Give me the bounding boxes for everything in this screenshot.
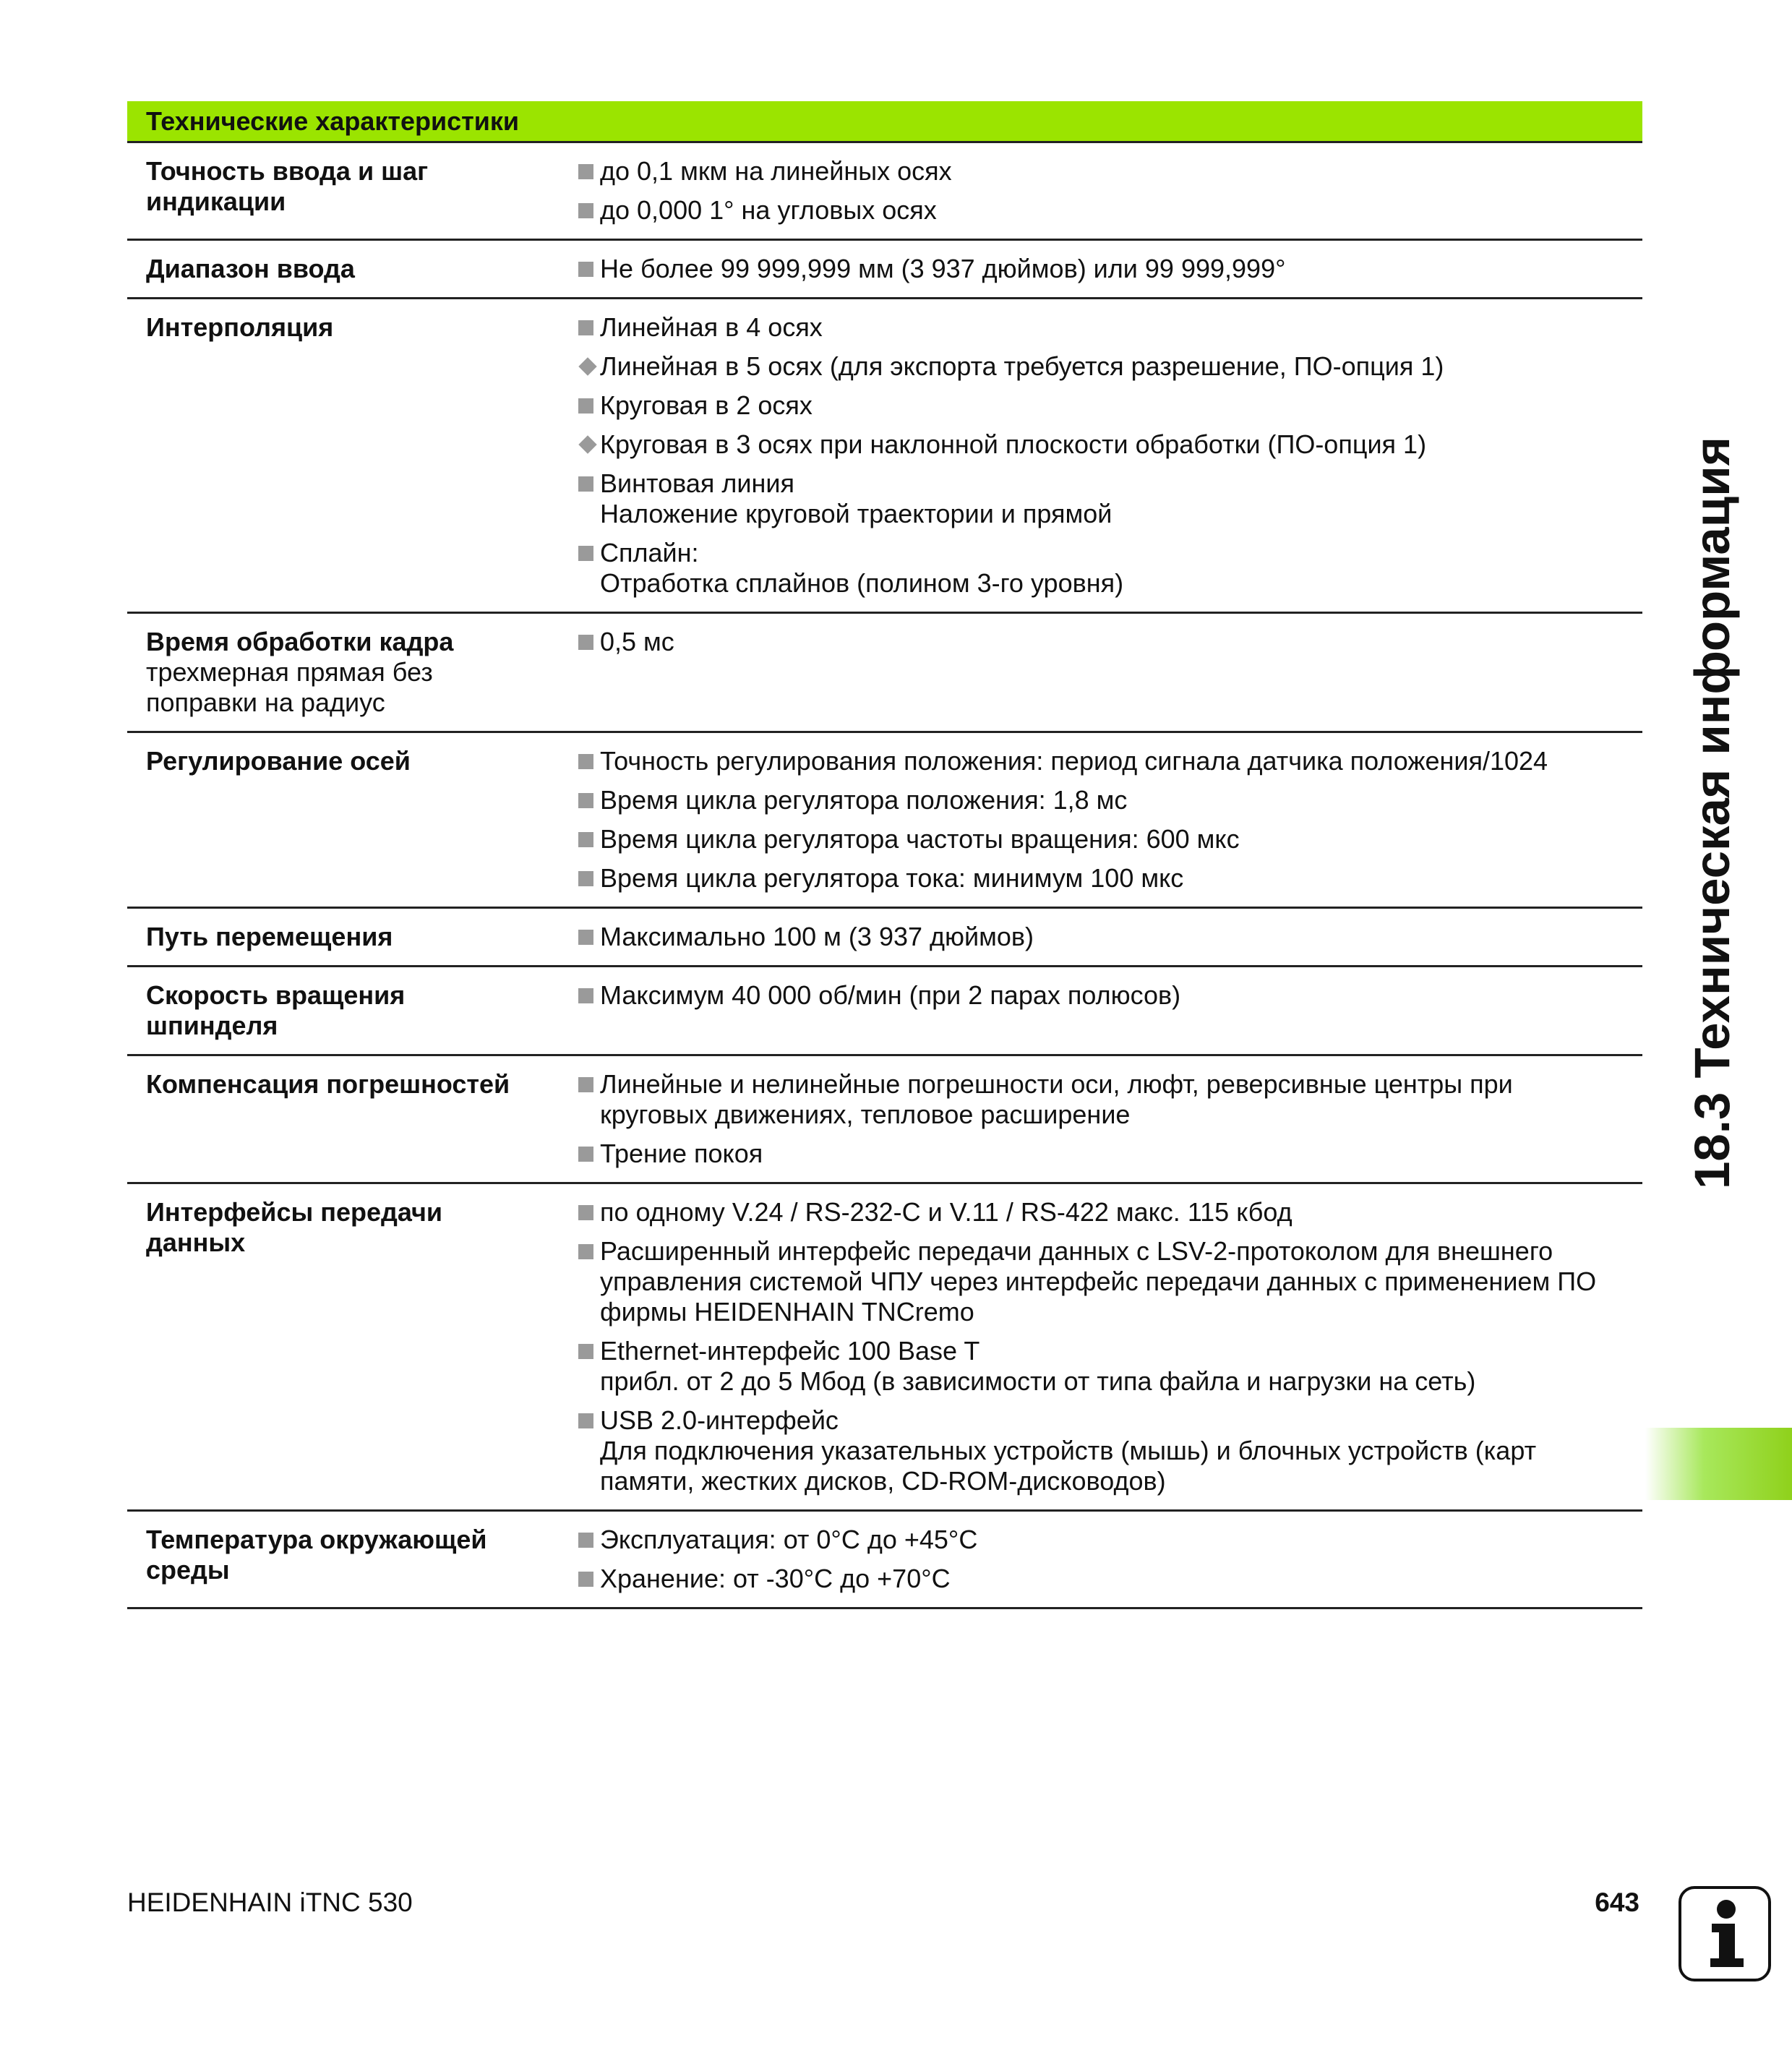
list-item: [577, 922, 1642, 952]
list-item: [577, 1197, 1642, 1227]
list-item: [577, 538, 1642, 599]
row-values: [577, 1525, 1642, 1594]
list-item-line: Для подключения указательных устройств (мышь) и блочных устройств (карт: [600, 1436, 1537, 1465]
list-item-text: [600, 863, 1642, 894]
square-bullet-icon: [577, 627, 600, 657]
list-item: [577, 824, 1642, 854]
list-item-line: памяти, жестких дисков, CD-ROM-дисководов): [600, 1466, 1166, 1496]
list-item-line: Ethernet-интерфейс 100 Base T: [600, 1336, 980, 1366]
list-item-text: [600, 1197, 1642, 1227]
square-bullet-icon: [577, 746, 600, 776]
row-label-line: данных: [146, 1227, 246, 1257]
row-values: [577, 156, 1642, 226]
row-values: [577, 312, 1642, 599]
list-item-text: [600, 1069, 1642, 1130]
list-item: [577, 1236, 1642, 1327]
list-item-line: Не более 99 999,999 мм (3 937 дюймов) или 99 999,999°: [600, 254, 1286, 283]
row-label: [127, 746, 577, 894]
list-item-line: управления системой ЧПУ через интерфейс передачи данных с применением ПО: [600, 1267, 1597, 1296]
list-item: [577, 1336, 1642, 1397]
square-bullet-icon: [577, 254, 600, 284]
table-body: [127, 143, 1642, 1609]
table-row: [127, 909, 1642, 967]
square-bullet-icon: [577, 312, 600, 343]
row-label: [127, 312, 577, 599]
table-header: Технические характеристики: [127, 101, 1642, 143]
list-item-line: Точность регулирования положения: период сигнала датчика положения/1024: [600, 746, 1548, 776]
list-item-text: [600, 351, 1642, 382]
page-number: 643: [1595, 1888, 1639, 1917]
list-item-text: [600, 429, 1642, 460]
row-label-line: Путь перемещения: [146, 922, 393, 951]
list-item: [577, 429, 1642, 460]
square-bullet-icon: [577, 980, 600, 1011]
row-label: [127, 627, 577, 718]
list-item-line: Максимум 40 000 об/мин (при 2 парах полюсов): [600, 980, 1181, 1010]
square-bullet-icon: [577, 922, 600, 952]
list-item: [577, 785, 1642, 815]
square-bullet-icon: [577, 824, 600, 854]
list-item: [577, 1069, 1642, 1130]
list-item-text: [600, 1336, 1642, 1397]
row-values: [577, 627, 1642, 718]
square-bullet-icon: [577, 1236, 600, 1327]
list-item: [577, 1525, 1642, 1555]
list-item: [577, 1139, 1642, 1169]
list-item: [577, 1405, 1642, 1496]
list-item: [577, 746, 1642, 776]
info-glyph: [1681, 1889, 1768, 1979]
list-item-line: Время цикла регулятора тока: минимум 100 мкс: [600, 863, 1184, 893]
square-bullet-icon: [577, 156, 600, 187]
row-values: [577, 254, 1642, 284]
spec-table: [127, 101, 1642, 1609]
list-item-line: прибл. от 2 до 5 Мбод (в зависимости от типа файла и нагрузки на сеть): [600, 1366, 1476, 1396]
row-label: [127, 980, 577, 1041]
list-item-line: Время цикла регулятора частоты вращения: 600 мкс: [600, 824, 1240, 854]
square-bullet-icon: [577, 1564, 600, 1594]
list-item-line: Сплайн:: [600, 538, 699, 567]
list-item-line: круговых движениях, тепловое расширение: [600, 1100, 1131, 1129]
list-item: [577, 195, 1642, 226]
list-item: [577, 156, 1642, 187]
list-item-text: [600, 390, 1642, 421]
table-row: [127, 299, 1642, 614]
row-label: [127, 156, 577, 226]
list-item-text: [600, 312, 1642, 343]
list-item-text: [600, 195, 1642, 226]
list-item: [577, 863, 1642, 894]
list-item-text: [600, 1525, 1642, 1555]
list-item-line: Отработка сплайнов (полином 3-го уровня): [600, 568, 1124, 598]
row-label-line: Температура окружающей: [146, 1525, 487, 1554]
row-label: [127, 1525, 577, 1594]
row-label-line: Диапазон ввода: [146, 254, 355, 283]
list-item: [577, 468, 1642, 529]
row-label-line: Компенсация погрешностей: [146, 1069, 510, 1099]
square-bullet-icon: [577, 1069, 600, 1130]
row-values: [577, 1069, 1642, 1169]
row-label: [127, 1069, 577, 1169]
square-bullet-icon: [577, 1139, 600, 1169]
list-item-text: [600, 156, 1642, 187]
list-item-text: [600, 922, 1642, 952]
list-item-line: Линейная в 5 осях (для экспорта требуется разрешение, ПО-опция 1): [600, 351, 1444, 381]
table-row: [127, 1184, 1642, 1512]
row-label-line: Время обработки кадра: [146, 627, 454, 656]
square-bullet-icon: [577, 390, 600, 421]
list-item-text: [600, 468, 1642, 529]
list-item-text: [600, 1564, 1642, 1594]
square-bullet-icon: [577, 1525, 600, 1555]
list-item-line: Эксплуатация: от 0°C до +45°C: [600, 1525, 978, 1554]
square-bullet-icon: [577, 538, 600, 599]
row-label-line: индикации: [146, 187, 286, 216]
list-item-line: 0,5 мс: [600, 627, 674, 656]
row-values: [577, 746, 1642, 894]
list-item-line: Линейные и нелинейные погрешности оси, люфт, реверсивные центры при: [600, 1069, 1513, 1099]
list-item-line: Хранение: от -30°C до +70°C: [600, 1564, 951, 1593]
list-item-text: [600, 1236, 1642, 1327]
list-item-line: по одному V.24 / RS-232-C и V.11 / RS-422 макс. 115 кбод: [600, 1197, 1292, 1227]
square-bullet-icon: [577, 1336, 600, 1397]
row-label-line: Интерполяция: [146, 312, 334, 342]
list-item-line: Наложение круговой траектории и прямой: [600, 499, 1113, 528]
list-item-line: USB 2.0-интерфейс: [600, 1405, 839, 1435]
table-row: [127, 1056, 1642, 1184]
section-title-vertical: 18.3 Техническая информация: [1684, 437, 1740, 1189]
row-label: [127, 922, 577, 952]
list-item-text: [600, 538, 1642, 599]
list-item-text: [600, 980, 1642, 1011]
row-label-line: шпинделя: [146, 1011, 278, 1040]
square-bullet-icon: [577, 1405, 600, 1496]
row-sublabel-line: поправки на радиус: [146, 687, 385, 717]
chapter-tab-marker: [1645, 1428, 1792, 1500]
table-row: [127, 241, 1642, 299]
list-item-text: [600, 746, 1642, 776]
row-label-line: Точность ввода и шаг: [146, 156, 429, 186]
square-bullet-icon: [577, 863, 600, 894]
square-bullet-icon: [577, 785, 600, 815]
row-label-line: Интерфейсы передачи: [146, 1197, 442, 1227]
list-item-text: [600, 1405, 1642, 1496]
row-label-line: Скорость вращения: [146, 980, 406, 1010]
row-values: [577, 980, 1642, 1041]
list-item-line: Линейная в 4 осях: [600, 312, 823, 342]
list-item-line: Расширенный интерфейс передачи данных с LSV-2-протоколом для внешнего: [600, 1236, 1553, 1266]
list-item: [577, 1564, 1642, 1594]
row-sublabel-line: трехмерная прямая без: [146, 657, 433, 687]
list-item: [577, 351, 1642, 382]
list-item-line: Максимально 100 м (3 937 дюймов): [600, 922, 1034, 951]
diamond-bullet-icon: [577, 351, 600, 382]
row-label: [127, 1197, 577, 1496]
list-item-line: фирмы HEIDENHAIN TNCremo: [600, 1297, 974, 1327]
list-item: [577, 627, 1642, 657]
list-item: [577, 390, 1642, 421]
list-item-line: Трение покоя: [600, 1139, 763, 1168]
table-row: [127, 614, 1642, 733]
list-item-line: до 0,1 мкм на линейных осях: [600, 156, 952, 186]
list-item-text: [600, 1139, 1642, 1169]
row-label-line: среды: [146, 1555, 230, 1585]
list-item-line: Винтовая линия: [600, 468, 794, 498]
list-item-line: Круговая в 2 осях: [600, 390, 813, 420]
info-icon: [1679, 1886, 1771, 1981]
list-item-line: Время цикла регулятора положения: 1,8 мс: [600, 785, 1128, 815]
square-bullet-icon: [577, 195, 600, 226]
table-row: [127, 1512, 1642, 1609]
list-item-text: [600, 254, 1642, 284]
table-row: [127, 733, 1642, 909]
list-item: [577, 312, 1642, 343]
list-item-line: до 0,000 1° на угловых осях: [600, 195, 937, 225]
table-row: [127, 143, 1642, 241]
row-values: [577, 1197, 1642, 1496]
square-bullet-icon: [577, 468, 600, 529]
row-label: [127, 254, 577, 284]
square-bullet-icon: [577, 1197, 600, 1227]
list-item-line: Круговая в 3 осях при наклонной плоскости обработки (ПО-опция 1): [600, 429, 1427, 459]
diamond-bullet-icon: [577, 429, 600, 460]
footer-product-name: HEIDENHAIN iTNC 530: [127, 1888, 413, 1917]
table-row: [127, 967, 1642, 1056]
row-label-line: Регулирование осей: [146, 746, 411, 776]
list-item: [577, 980, 1642, 1011]
row-values: [577, 922, 1642, 952]
list-item-text: [600, 785, 1642, 815]
list-item-text: [600, 627, 1642, 657]
list-item: [577, 254, 1642, 284]
list-item-text: [600, 824, 1642, 854]
